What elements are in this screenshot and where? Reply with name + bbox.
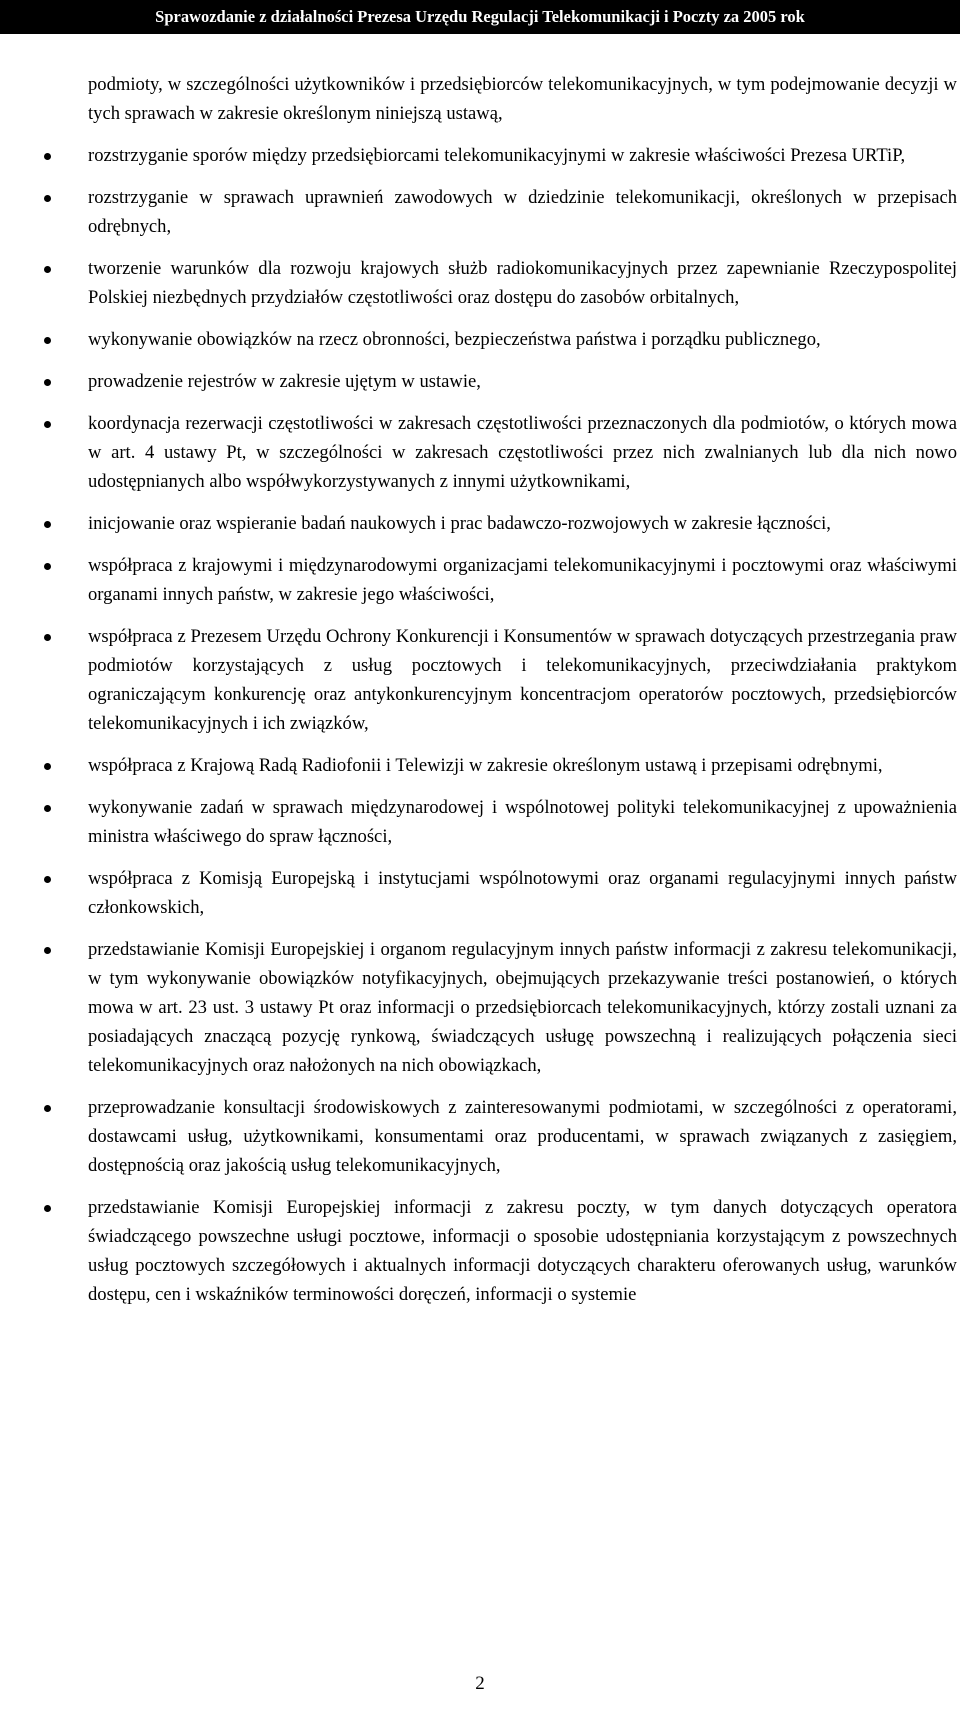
list-item <box>88 622 957 738</box>
list-item-text: inicjowanie oraz wspieranie badań naukowych i prac badawczo-rozwojowych w zakresie łączności, <box>88 513 831 534</box>
list-item-text: współpraca z krajowymi i międzynarodowymi organizacjami telekomunikacyjnymi i pocztowymi oraz właściwymi organami innych państw, w zakresie jego właściwości, <box>88 555 957 605</box>
list-item-text: prowadzenie rejestrów w zakresie ujętym w ustawie, <box>88 371 481 392</box>
bullet-icon <box>44 947 51 954</box>
bullet-icon <box>44 521 51 528</box>
list-item <box>88 509 957 538</box>
bullet-icon <box>44 337 51 344</box>
list-item <box>88 183 957 241</box>
bullet-list <box>88 70 957 1322</box>
list-item <box>88 1193 957 1309</box>
list-item <box>88 254 957 312</box>
page-number: 2 <box>475 1673 485 1694</box>
bullet-icon <box>44 266 51 273</box>
list-item <box>88 864 957 922</box>
list-item <box>88 751 957 780</box>
list-item <box>88 1093 957 1180</box>
list-item-text: wykonywanie zadań w sprawach międzynarodowej i wspólnotowej polityki telekomunikacyjnej z upoważnienia ministra właściwego do spraw łączności, <box>88 797 957 847</box>
document-header: Sprawozdanie z działalności Prezesa Urzędu Regulacji Telekomunikacji i Poczty za 2005 rok <box>0 0 960 34</box>
list-item-text: wykonywanie obowiązków na rzecz obronności, bezpieczeństwa państwa i porządku publicznego, <box>88 329 821 350</box>
list-item <box>88 325 957 354</box>
list-item-text: podmioty, w szczególności użytkowników i przedsiębiorców telekomunikacyjnych, w tym podejmowanie decyzji w tych sprawach w zakresie określonym niniejszą ustawą, <box>88 74 957 124</box>
list-item-text: koordynacja rezerwacji częstotliwości w zakresach częstotliwości przeznaczonych dla podmiotów, o których mowa w art. 4 ustawy Pt, w szczególności w zakresach częstotliwości przez nich zwalnianych lub dla nich nowo udostępnianych albo współwykorzystywanych z innymi użytkownikami, <box>88 413 957 492</box>
list-item-text: współpraca z Krajową Radą Radiofonii i Telewizji w zakresie określonym ustawą i przepisami odrębnymi, <box>88 755 883 776</box>
bullet-icon <box>44 805 51 812</box>
bullet-icon <box>44 1105 51 1112</box>
list-item-text: rozstrzyganie sporów między przedsiębiorcami telekomunikacyjnymi w zakresie właściwości Prezesa URTiP, <box>88 145 906 166</box>
bullet-icon <box>44 421 51 428</box>
list-item-text: przeprowadzanie konsultacji środowiskowych z zainteresowanymi podmiotami, w szczególności z operatorami, dostawcami usług, użytkownikami, konsumentami oraz producentami, w sprawach związanych z zasięgiem, dostępnością oraz jakością usług telekomunikacyjnych, <box>88 1097 957 1176</box>
bullet-icon <box>44 153 51 160</box>
list-item-text: tworzenie warunków dla rozwoju krajowych służb radiokomunikacyjnych przez zapewnianie Rzeczypospolitej Polskiej niezbędnych przydziałów częstotliwości oraz dostępu do zasobów orbitalnych, <box>88 258 957 308</box>
list-item-text: przedstawianie Komisji Europejskiej i organom regulacyjnym innych państw informacji z zakresu telekomunikacji, w tym wykonywanie obowiązków notyfikacyjnych, obejmujących przekazywanie treści postanowień, o których mowa w art. 23 ust. 3 ustawy Pt oraz informacji o przedsiębiorcach telekomunikacyjnych, którzy zostali uznani za posiadających znaczącą pozycję rynkową, świadczących usługę powszechną i realizujących połączenia sieci telekomunikacyjnych oraz nałożonych na nich obowiązkach, <box>88 939 957 1076</box>
list-item <box>88 551 957 609</box>
list-item <box>88 70 957 128</box>
list-item-text: współpraca z Prezesem Urzędu Ochrony Konkurencji i Konsumentów w sprawach dotyczących przestrzegania praw podmiotów korzystających z usług pocztowych i telekomunikacyjnych, przeciwdziałania praktykom ograniczającym konkurencję oraz antykonkurencyjnym koncentracjom operatorów pocztowych, przedsiębiorców telekomunikacyjnych i ich związków, <box>88 626 957 734</box>
list-item <box>88 935 957 1080</box>
list-item-text: przedstawianie Komisji Europejskiej informacji z zakresu poczty, w tym danych dotyczących operatora świadczącego powszechne usługi pocztowe, informacji o sposobie udostępniania korzystającym z powszechnych usług pocztowych szczegółowych i aktualnych informacji dotyczących charakteru oferowanych usług, warunków dostępu, cen i wskaźników terminowości doręczeń, informacji o systemie <box>88 1197 957 1305</box>
bullet-icon <box>44 876 51 883</box>
list-item-text: współpraca z Komisją Europejską i instytucjami wspólnotowymi oraz organami regulacyjnymi innych państw członkowskich, <box>88 868 957 918</box>
bullet-icon <box>44 195 51 202</box>
list-item <box>88 141 957 170</box>
bullet-icon <box>44 763 51 770</box>
list-item <box>88 367 957 396</box>
list-item <box>88 409 957 496</box>
list-item <box>88 793 957 851</box>
list-item-text: rozstrzyganie w sprawach uprawnień zawodowych w dziedzinie telekomunikacji, określonych w przepisach odrębnych, <box>88 187 957 237</box>
bullet-icon <box>44 563 51 570</box>
bullet-icon <box>44 1205 51 1212</box>
bullet-icon <box>44 379 51 386</box>
bullet-icon <box>44 634 51 641</box>
